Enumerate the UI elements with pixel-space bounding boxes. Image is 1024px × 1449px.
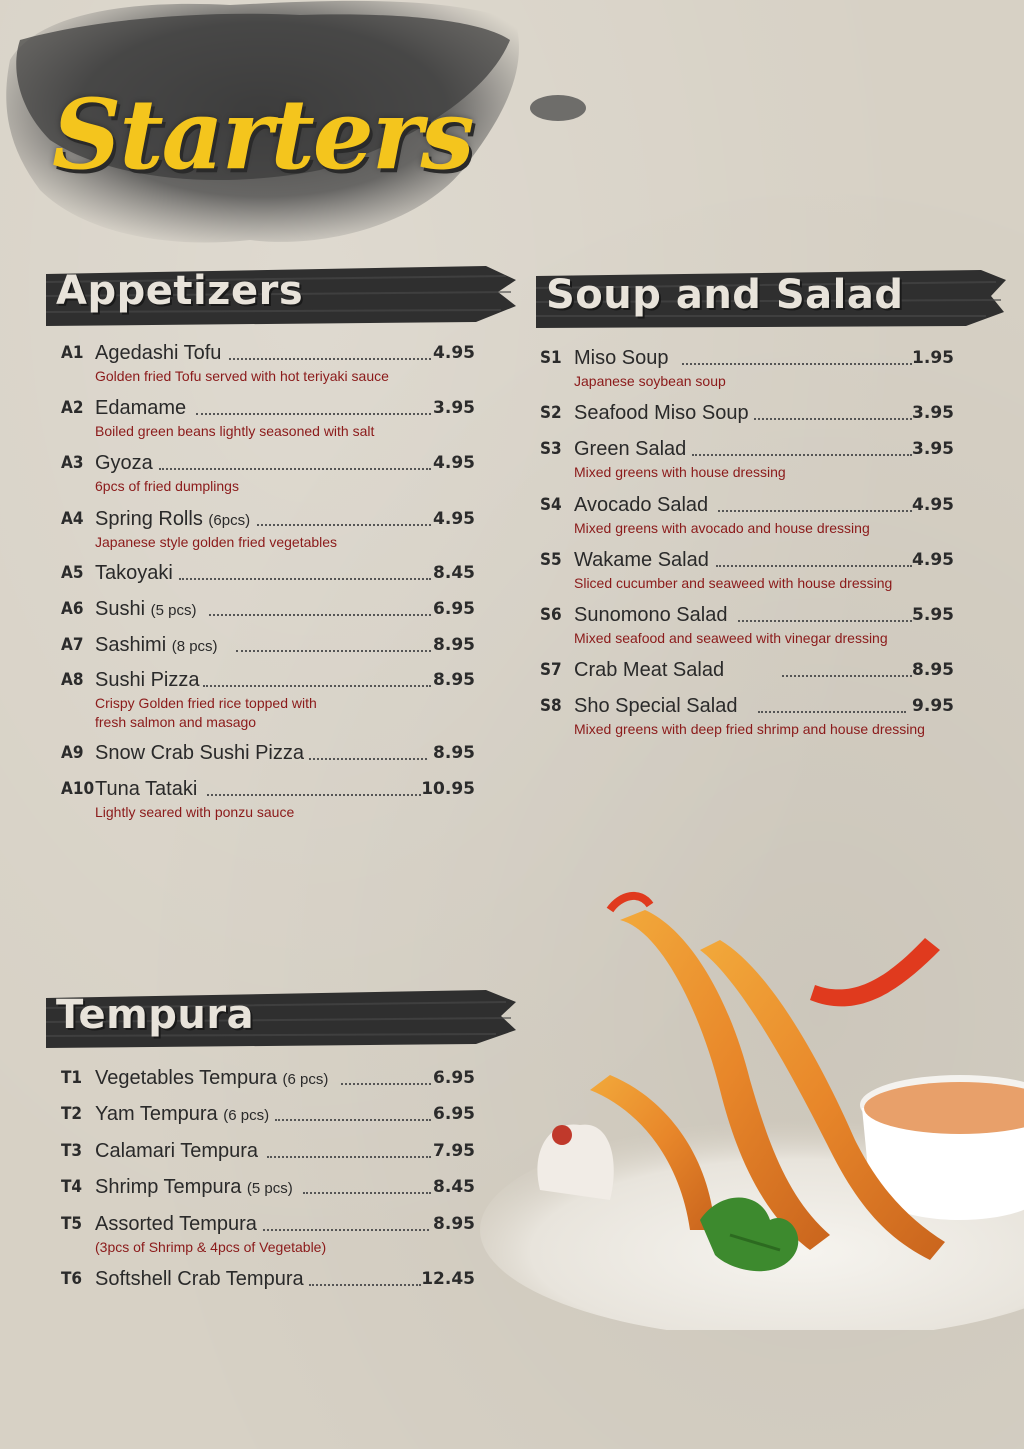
leader-dots <box>758 711 906 713</box>
item-description-line2: fresh salmon and masago <box>95 714 257 730</box>
item-price: 10.95 <box>421 779 475 799</box>
leader-dots <box>207 794 421 796</box>
tempura-shrimp-photo <box>470 890 1024 1330</box>
item-price: 6.95 <box>433 1068 475 1088</box>
appetizers-heading: Appetizers <box>56 268 304 314</box>
menu-item <box>61 779 475 822</box>
item-price: 8.95 <box>433 1214 475 1234</box>
item-name: Avocado Salad <box>574 494 709 516</box>
item-code: A5 <box>61 563 84 583</box>
item-code: A10 <box>61 779 95 799</box>
item-name: Gyoza <box>95 452 153 474</box>
leader-dots <box>275 1119 431 1121</box>
menu-item <box>540 348 954 391</box>
menu-item <box>540 403 954 427</box>
menu-item <box>61 1141 475 1165</box>
item-description: Crispy Golden fried rice topped with <box>95 695 317 711</box>
leader-dots <box>754 418 912 420</box>
item-code: T5 <box>61 1214 83 1234</box>
leader-dots <box>682 363 912 365</box>
item-price: 8.95 <box>433 635 475 655</box>
leader-dots <box>196 413 431 415</box>
item-price: 3.95 <box>912 403 954 423</box>
item-code: A9 <box>61 743 84 763</box>
menu-item <box>540 605 954 648</box>
item-price: 9.95 <box>912 696 954 716</box>
item-price: 6.95 <box>433 599 475 619</box>
item-price: 4.95 <box>912 495 954 515</box>
item-name: Crab Meat Salad <box>574 659 725 681</box>
item-price: 8.45 <box>433 563 475 583</box>
item-description: Mixed seafood and seaweed with vinegar dressing <box>574 630 888 646</box>
item-code: T1 <box>61 1068 83 1088</box>
menu-item <box>61 509 475 552</box>
leader-dots <box>159 468 431 470</box>
item-code: S7 <box>540 660 562 680</box>
menu-item <box>61 453 475 496</box>
leader-dots <box>782 675 912 677</box>
item-price: 3.95 <box>912 439 954 459</box>
leader-dots <box>738 620 912 622</box>
menu-item <box>61 635 475 659</box>
item-code: A4 <box>61 509 84 529</box>
item-name: Wakame Salad <box>574 549 709 571</box>
item-code: T4 <box>61 1177 83 1197</box>
leader-dots <box>692 454 912 456</box>
leader-dots <box>718 510 912 512</box>
leader-dots <box>229 358 431 360</box>
ink-dot-icon <box>528 92 588 124</box>
item-name: Vegetables Tempura (6 pcs) <box>95 1067 329 1089</box>
item-code: A2 <box>61 398 84 418</box>
menu-item <box>61 1269 475 1293</box>
item-code: A1 <box>61 343 84 363</box>
item-name: Shrimp Tempura (5 pcs) <box>95 1176 293 1198</box>
item-description: 6pcs of fried dumplings <box>95 478 239 494</box>
item-price: 8.95 <box>912 660 954 680</box>
page-title: Starters <box>52 78 473 191</box>
item-code: A7 <box>61 635 84 655</box>
item-code: T3 <box>61 1141 83 1161</box>
item-description: Japanese soybean soup <box>574 373 726 389</box>
leader-dots <box>309 1284 421 1286</box>
item-code: T6 <box>61 1269 83 1289</box>
item-price: 1.95 <box>912 348 954 368</box>
menu-item <box>61 599 475 623</box>
item-name: Agedashi Tofu <box>95 342 222 364</box>
leader-dots <box>203 685 431 687</box>
item-price: 7.95 <box>433 1141 475 1161</box>
item-description: Lightly seared with ponzu sauce <box>95 804 295 820</box>
menu-item <box>61 1214 475 1257</box>
leader-dots <box>341 1083 431 1085</box>
leader-dots <box>716 565 912 567</box>
item-price: 8.95 <box>433 670 475 690</box>
menu-item <box>61 743 475 767</box>
item-name: Snow Crab Sushi Pizza <box>95 742 304 764</box>
item-code: S1 <box>540 348 562 368</box>
menu-item <box>61 670 475 732</box>
menu-item <box>61 398 475 441</box>
item-code: A8 <box>61 670 84 690</box>
item-name: Sushi (5 pcs) <box>95 598 197 620</box>
item-description: Boiled green beans lightly seasoned with salt <box>95 423 375 439</box>
item-description: Golden fried Tofu served with hot teriyaki sauce <box>95 368 389 384</box>
leader-dots <box>263 1229 429 1231</box>
item-code: S5 <box>540 550 562 570</box>
item-code: A6 <box>61 599 84 619</box>
item-price: 12.45 <box>421 1269 475 1289</box>
leader-dots <box>179 578 431 580</box>
item-code: A3 <box>61 453 84 473</box>
item-code: S8 <box>540 696 562 716</box>
item-price: 8.45 <box>433 1177 475 1197</box>
item-name: Green Salad <box>574 438 687 460</box>
menu-item <box>540 439 954 482</box>
item-name: Sho Special Salad <box>574 695 738 717</box>
menu-item <box>540 696 954 739</box>
soup-salad-heading: Soup and Salad <box>546 272 904 318</box>
menu-item <box>540 550 954 593</box>
item-code: S2 <box>540 403 562 423</box>
item-name: Sashimi (8 pcs) <box>95 634 218 656</box>
item-price: 3.95 <box>433 398 475 418</box>
menu-item <box>540 660 954 684</box>
leader-dots <box>309 758 427 760</box>
menu-item <box>61 563 475 587</box>
item-price: 4.95 <box>433 343 475 363</box>
item-name: Sunomono Salad <box>574 604 728 626</box>
item-description: Mixed greens with deep fried shrimp and house dressing <box>574 721 925 737</box>
item-description: Mixed greens with house dressing <box>574 464 786 480</box>
item-name: Assorted Tempura <box>95 1213 257 1235</box>
item-price: 5.95 <box>912 605 954 625</box>
menu-item <box>61 1104 475 1128</box>
item-code: T2 <box>61 1104 83 1124</box>
menu-item <box>61 343 475 386</box>
item-name: Yam Tempura (6 pcs) <box>95 1103 270 1125</box>
leader-dots <box>236 650 431 652</box>
leader-dots <box>209 614 431 616</box>
leader-dots <box>303 1192 431 1194</box>
item-name: Edamame <box>95 397 187 419</box>
item-name: Seafood Miso Soup <box>574 402 749 424</box>
menu-item <box>61 1068 475 1092</box>
item-name: Tuna Tataki <box>95 778 198 800</box>
item-name: Sushi Pizza <box>95 669 200 691</box>
item-name: Spring Rolls (6pcs) <box>95 508 251 530</box>
leader-dots <box>257 524 431 526</box>
item-price: 4.95 <box>912 550 954 570</box>
item-description: Japanese style golden fried vegetables <box>95 534 338 550</box>
appetizers-banner <box>46 262 516 328</box>
item-price: 6.95 <box>433 1104 475 1124</box>
item-code: S3 <box>540 439 562 459</box>
item-name: Takoyaki <box>95 562 173 584</box>
soup-salad-banner <box>536 266 1006 332</box>
item-price: 8.95 <box>433 743 475 763</box>
menu-item <box>540 495 954 538</box>
item-price: 4.95 <box>433 509 475 529</box>
menu-item <box>61 1177 475 1201</box>
tempura-heading: Tempura <box>56 992 255 1038</box>
item-name: Softshell Crab Tempura <box>95 1268 304 1290</box>
item-description: Mixed greens with avocado and house dressing <box>574 520 870 536</box>
item-description: (3pcs of Shrimp & 4pcs of Vegetable) <box>95 1239 327 1255</box>
item-code: S4 <box>540 495 562 515</box>
tempura-banner <box>46 986 516 1052</box>
item-code: S6 <box>540 605 562 625</box>
leader-dots <box>267 1156 431 1158</box>
item-name: Calamari Tempura <box>95 1140 259 1162</box>
item-name: Miso Soup <box>574 347 669 369</box>
item-description: Sliced cucumber and seaweed with house dressing <box>574 575 893 591</box>
item-price: 4.95 <box>433 453 475 473</box>
